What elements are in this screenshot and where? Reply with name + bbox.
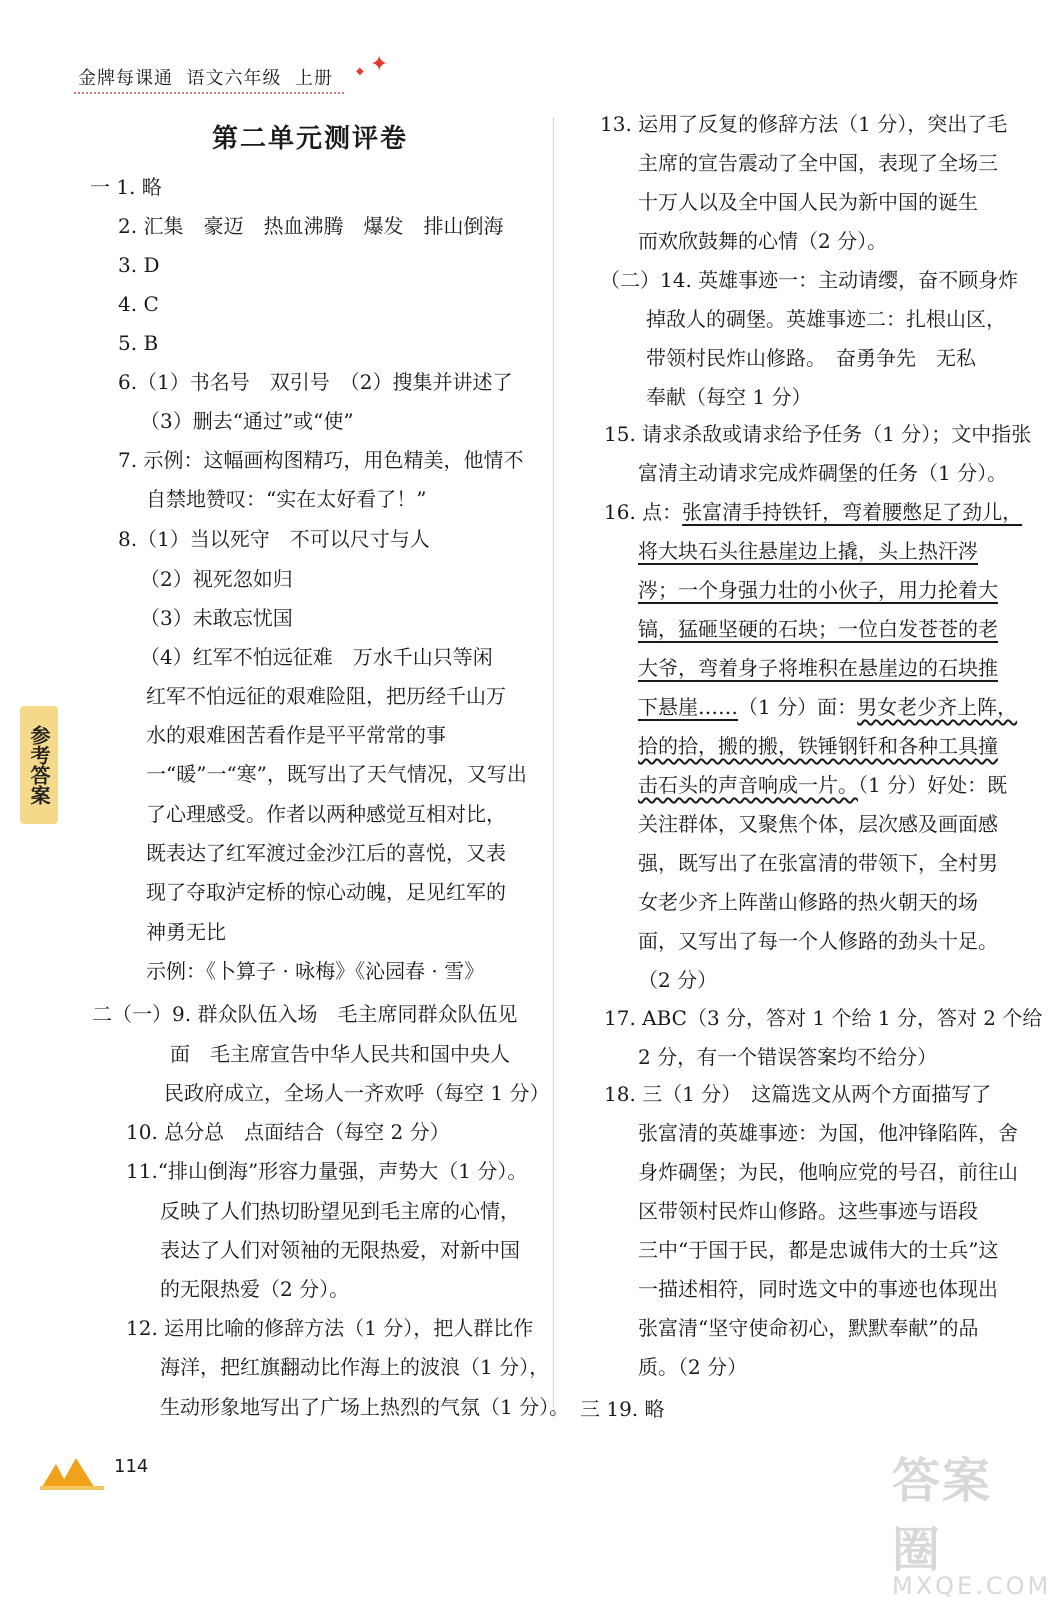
answer-line: 神勇无比 [146, 920, 226, 944]
answer-line: 张富清“坚守使命初心，默默奉献”的品 [638, 1316, 979, 1340]
answer-line: 6.（1）书名号 双引号 （2）搜集并讲述了 [118, 370, 513, 394]
answer-line: 17. ABC（3 分，答对 1 个给 1 分，答对 2 个给 [604, 1006, 1043, 1030]
score-label: （1 分）面： [738, 695, 858, 719]
header-series: 金牌每课通 [78, 68, 173, 89]
answer-line: 既表达了红军渡过金沙江后的喜悦，又表 [146, 841, 506, 865]
answer-line: 海洋，把红旗翻动比作海上的波浪（1 分）， [160, 1355, 550, 1379]
answer-line: 区带领村民炸山修路。这些事迹与语段 [638, 1199, 978, 1223]
answer-line: 水的艰难困苦看作是平平常常的事 [146, 723, 446, 747]
answer-line: 生动形象地写出了广场上热烈的气氛（1 分）。 [160, 1395, 570, 1419]
book-header [78, 64, 333, 90]
answer-line: 15. 请求杀敌或请求给予任务（1 分）；文中指张 [604, 422, 1032, 446]
answer-line: 质。（2 分） [638, 1355, 748, 1379]
column-divider [553, 118, 554, 1418]
answer-line: 11.“排山倒海”形容力量强，声势大（1 分）。 [126, 1159, 528, 1183]
answer-line: （4）红军不怕远征难 万水千山只等闲 [140, 645, 493, 669]
answer-line: 12. 运用比喻的修辞方法（1 分），把人群比作 [126, 1316, 534, 1340]
answer-line: 带领村民炸山修路。 奋勇争先 无私 [646, 346, 976, 370]
underlined-text: 张富清手持铁钎，弯着腰憋足了劲儿， [682, 500, 1023, 524]
answer-line: 自禁地赞叹：“实在太好看了！” [146, 487, 427, 511]
answer-line: 一 1. 略 [90, 175, 162, 199]
answer-line: （3）删去“通过”或“使” [140, 409, 354, 433]
underlined-text: 涔；一个身强力壮的小伙子，用力抡着大 [638, 578, 998, 602]
answer-line: 红军不怕远征的艰难险阻，把历经千山万 [146, 684, 506, 708]
answer-line: 4. C [118, 292, 159, 316]
answer-line: 民政府成立，全场人一齐欢呼（每空 1 分） [164, 1081, 550, 1105]
answer-line: 奉献（每空 1 分） [646, 385, 812, 409]
wavy-underlined-text: 男女老少齐上阵， [857, 695, 1018, 719]
answer-line: 掉敌人的碉堡。英雄事迹二：扎根山区， [646, 307, 1006, 331]
answer-line: 富清主动请求完成炸碉堡的任务（1 分）。 [638, 461, 1008, 485]
answer-line: 一“暖”一“寒”，既写出了天气情况，又写出 [146, 762, 527, 786]
answer-line: 一描述相符，同时选文中的事迹也体现出 [638, 1277, 998, 1301]
header-rule [74, 92, 344, 94]
answer-line: 2 分，有一个错误答案均不给分） [638, 1045, 938, 1069]
underlined-text: 将大块石头往悬崖边上撬，头上热汗涔 [638, 539, 978, 563]
answer-line: 5. B [118, 331, 159, 355]
answer-line: 二（一）9. 群众队伍入场 毛主席同群众队伍见 [92, 1002, 518, 1026]
underlined-text: 镐，猛砸坚硬的石块；一位白发苍苍的老 [638, 617, 998, 641]
small-star-icon: ◆ [356, 66, 364, 77]
answer-line: 18. 三（1 分） 这篇选文从两个方面描写了 [604, 1082, 992, 1106]
answer-line: （2）视死忽如归 [140, 567, 293, 591]
answer-line: 反映了人们热切盼望见到毛主席的心情， [160, 1199, 520, 1223]
underlined-text: 大爷，弯着身子将堆积在悬崖边的石块推 [638, 656, 998, 680]
answer-line: 主席的宣告震动了全中国，表现了全场三 [638, 151, 998, 175]
answer-line [604, 493, 1022, 532]
answer-line: （二）14. 英雄事迹一：主动请缨，奋不顾身炸 [600, 268, 1019, 292]
q16-label: 16. 点： [604, 500, 683, 524]
answer-line: 2. 汇集 豪迈 热血沸腾 爆发 排山倒海 [118, 214, 504, 238]
answer-line: 8.（1）当以死守 不可以尺寸与人 [118, 527, 430, 551]
watermark-main: 答案圈 [892, 1453, 993, 1578]
answer-line: 而欢欣鼓舞的心情（2 分）。 [638, 229, 888, 253]
answer-line [638, 766, 1007, 805]
underlined-text: 下悬崖…… [638, 695, 738, 719]
answer-line: 面 毛主席宣告中华人民共和国中央人 [170, 1042, 510, 1066]
side-tab: 参考答案 [20, 706, 58, 824]
score-label: （1 分）好处：既 [858, 773, 1008, 797]
header-volume: 上册 [294, 68, 333, 89]
watermark-url: MXQE.COM [892, 1572, 1052, 1600]
answer-line [638, 688, 1017, 727]
header-subject: 语文六年级 [186, 68, 282, 89]
answer-line: 三中“于国于民，都是忠诚伟大的士兵”这 [638, 1238, 999, 1262]
answer-line: 面，又写出了每一个人修路的劲头十足。 [638, 929, 998, 953]
answer-line: 表达了人们对领袖的无限热爱，对新中国 [160, 1238, 520, 1262]
wavy-underlined-text: 击石头的声音响成一片。 [638, 773, 858, 797]
wavy-underlined-text: 拾的拾，搬的搬，铁锤钢钎和各种工具撞 [638, 734, 998, 758]
answer-line: 示例：《卜算子 · 咏梅》《沁园春 · 雪》 [146, 959, 485, 983]
answer-line: 10. 总分总 点面结合（每空 2 分） [126, 1120, 450, 1144]
answer-line: 三 19. 略 [580, 1397, 665, 1421]
answer-line: 现了夺取泸定桥的惊心动魄，足见红军的 [146, 880, 506, 904]
answer-line: 十万人以及全中国人民为新中国的诞生 [638, 190, 978, 214]
answer-line: 强，既写出了在张富清的带领下，全村男 [638, 851, 998, 875]
answer-line: 7. 示例：这幅画构图精巧，用色精美，他情不 [118, 448, 524, 472]
answer-line: 张富清的英雄事迹：为国，他冲锋陷阵，舍 [638, 1121, 1018, 1145]
answer-line: 了心理感受。作者以两种感觉互相对比， [146, 802, 506, 826]
page-number: 114 [114, 1456, 149, 1477]
page-title: 第二单元测评卷 [211, 124, 408, 154]
answer-line: 女老少齐上阵凿山修路的热火朝天的场 [638, 890, 978, 914]
mountain-icon [40, 1456, 104, 1490]
answer-line: （2 分） [638, 968, 718, 992]
answer-line: 关注群体，又聚焦个体，层次感及画面感 [638, 812, 998, 836]
answer-line: 3. D [118, 253, 160, 277]
answer-line: （3）未敢忘忧国 [140, 606, 293, 630]
answer-line: 身炸碉堡；为民，他响应党的号召，前往山 [638, 1160, 1018, 1184]
watermark [892, 1442, 1052, 1600]
answer-line: 13. 运用了反复的修辞方法（1 分），突出了毛 [600, 112, 1008, 136]
star-icon: ✦ [370, 52, 389, 77]
answer-line: 的无限热爱（2 分）。 [160, 1277, 350, 1301]
